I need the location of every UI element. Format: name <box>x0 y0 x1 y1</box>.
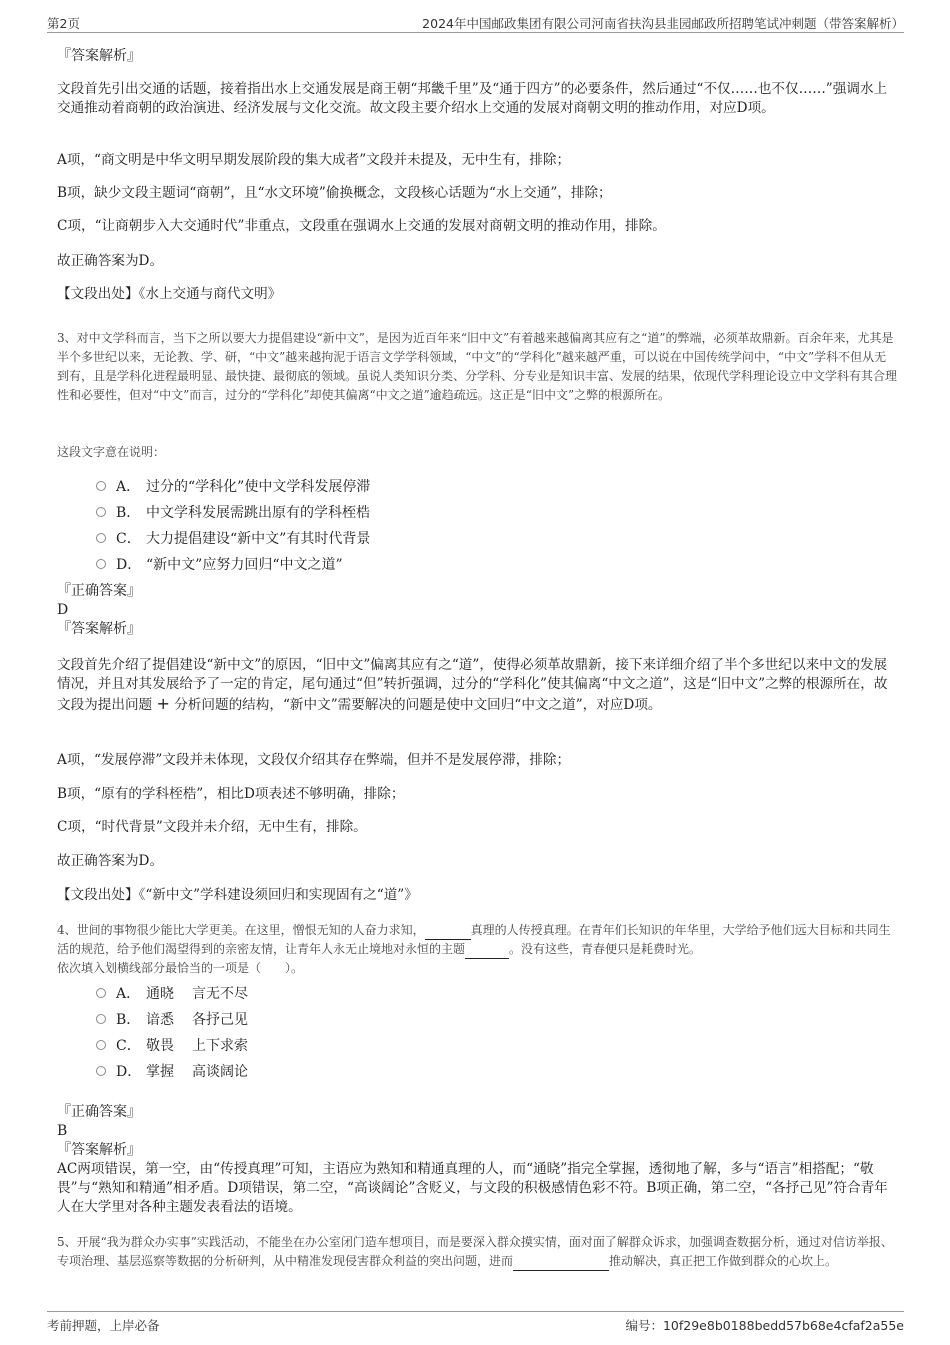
q3-option-c-analysis: C项，“时代背景”文段并未介绍，无中生有，排除。 <box>57 819 367 835</box>
q3-answer-label: 『正确答案』 <box>57 583 141 599</box>
radio-button-icon[interactable] <box>96 1014 106 1024</box>
q2-analysis-label-block <box>57 47 897 66</box>
q3-option-a[interactable]: A． 过分的“学科化”使中文学科发展停滞 <box>96 477 370 497</box>
q2-option-a-analysis: A项，“商文明是中华文明早期发展阶段的集大成者”文段并未提及，无中生有，排除； <box>57 152 571 168</box>
footer-slogan: 考前押题，上岸必备 <box>47 1318 160 1333</box>
radio-button-icon[interactable] <box>96 507 106 517</box>
q3-question-text: 3、对中文学科而言，当下之所以要大力提倡建设“新中文”，是因为近百年来“旧中文”有着越来越偏离其应有之“道”的弊端，必须革故鼎新。百余年来，尤其是半个多世纪以来，无论教、学、研，“中文”越来越拘泥于语言文学学科领域，“中文”的“学科化”越来越严重，可以说在中国传统学问中，“中文”学科不但从无到有，且是学科化进程最明显、最快捷、最彻底的领域。虽说人类知识分类、分学科、分专业是知识丰富、发展的结果，依现代学科理论设立中文学科有其合理性和必要性，但对“中文”而言，过分的“学科化”却使其偏离“中文之道”逾趋疏远。这正是“旧中文”之弊的根源所在。 <box>57 331 898 402</box>
q3-option-b-analysis: B项，“原有的学科桎梏”，相比D项表述不够明确，排除； <box>57 786 405 802</box>
q4-analysis: AC两项错误，第一空，由“传授真理”可知，主语应为熟知和精通真理的人，而“通晓”指完全掌握，透彻地了解，多与“语言”相搭配；“敬畏”与“熟知和精通”相矛盾。D项错误，第二空，“高谈阔论”含贬义，与文段的积极感情色彩不符。B项正确，第二空，“各抒己见”符合青年人在大学里对各种主题发表看法的语境。 <box>57 1161 888 1215</box>
q4-answer-label: 『正确答案』 <box>57 1104 141 1120</box>
q2-analysis-paragraph: 文段首先引出交通的话题，接着指出水上交通发展是商王朝“邦畿千里”及“通于四方”的必要条件，然后通过“不仅……也不仅……”强调水上交通推动着商朝的政治演进、经济发展与文化交流。故文段主要介绍水上交通的发展对商朝文明的推动作用，对应D项。 <box>57 81 888 116</box>
q4-option-d[interactable]: D． 掌握 高谈阔论 <box>96 1062 248 1082</box>
q3-option-a-analysis: A项，“发展停滞”文段并未体现，文段仅介绍其存在弊端，但并不是发展停滞，排除； <box>57 752 571 768</box>
fill-blank-2 <box>465 958 509 959</box>
q3-answer-block <box>57 582 897 639</box>
q3-option-c[interactable]: C． 大力提倡建设“新中文”有其时代背景 <box>96 529 370 549</box>
option-text: “新中文”应努力回归“中文之道” <box>146 557 343 573</box>
option-text: 过分的“学科化”使中文学科发展停滞 <box>146 479 371 495</box>
document-title: 2024年中国邮政集团有限公司河南省扶沟县韭园邮政所招聘笔试冲刺题（带答案解析） <box>422 16 904 31</box>
radio-button-icon[interactable] <box>96 533 106 543</box>
option-text: 中文学科发展需跳出原有的学科桎梏 <box>146 505 370 521</box>
q4-option-b[interactable]: B． 谙悉 各抒己见 <box>96 1010 248 1030</box>
page-header <box>47 12 904 33</box>
q3-source: 【文段出处】《“新中文”学科建设须回归和实现固有之“道”》 <box>57 887 418 903</box>
q3-prompt: 这段文字意在说明： <box>57 445 166 459</box>
q2-conclusion: 故正确答案为D。 <box>57 253 164 269</box>
page-footer <box>47 1311 904 1336</box>
q4-prompt: 依次填入划横线部分最恰当的一项是（ ）。 <box>57 961 304 975</box>
q3-conclusion: 故正确答案为D。 <box>57 853 164 869</box>
q2-source: 【文段出处】《水上交通与商代文明》 <box>57 286 282 302</box>
q5-question-text: 5、开展“我为群众办实事”实践活动，不能坐在办公室闭门造车想项目，而是要深入群众摸实情，面对面了解群众诉求，加强调查数据分析，通过对信访举报、专项治理、基层巡察等数据的分析研判，从中精准发现侵害群众利益的突出问题，进而 推动解决，真正把工作做到群众的心坎上。 <box>57 1233 897 1271</box>
q2-option-b-analysis: B项，缺少文段主题词“商朝”，且“水文环境”偷换概念，文段核心话题为“水上交通”，排除； <box>57 185 612 201</box>
plus-symbol: + <box>156 694 170 713</box>
radio-button-icon[interactable] <box>96 481 106 491</box>
q4-analysis-label: 『答案解析』 <box>57 1142 141 1158</box>
q3-option-d[interactable]: D． “新中文”应努力回归“中文之道” <box>96 555 343 575</box>
option-text: 大力提倡建设“新中文”有其时代背景 <box>146 531 371 547</box>
q4-answer: B <box>57 1123 68 1139</box>
radio-button-icon[interactable] <box>96 1040 106 1050</box>
q3-answer: D <box>57 602 69 618</box>
q2-analysis-label: 『答案解析』 <box>57 48 141 64</box>
q3-option-b[interactable]: B． 中文学科发展需跳出原有的学科桎梏 <box>96 503 370 523</box>
q4-option-a[interactable]: A． 通晓 言无不尽 <box>96 984 248 1004</box>
radio-button-icon[interactable] <box>96 559 106 569</box>
q2-option-c-analysis: C项，“让商朝步入大交通时代”非重点，文段重在强调水上交通的发展对商朝文明的推动作用，排除。 <box>57 218 666 234</box>
q4-answer-block <box>57 1103 897 1217</box>
q4-option-c[interactable]: C． 敬畏 上下求索 <box>96 1036 248 1056</box>
q3-analysis-paragraph: 文段首先介绍了提倡建设“新中文”的原因，“旧中文”偏离其应有之“道”，使得必须革故鼎新，接下来详细介绍了半个多世纪以来中文的发展情况，并且对其发展给予了一定的肯定，尾句通过“但”转折强调，过分的“学科化”使其偏离“中文之道”，这是“旧中文”之弊的根源所在，故文段为提出问题 + 分析问题的结构，“新中文”需要解决的问题是使中文回归“中文之道”，对应D项。 <box>57 657 888 713</box>
page-number: 第2页 <box>47 16 80 31</box>
fill-blank <box>513 1270 609 1271</box>
q4-question-text: 4、世间的事物很少能比大学更美。在这里，憎恨无知的人奋力求知， 真理的人传授真理。在青年们长知识的年华里，大学给予他们远大目标和共同生活的规范，给予他们渴望得到的亲密友情，让青年人永无止境地对永恒的主题 。没有这些，青春便只是耗费时光。 依次填入划横线部分最恰当的一项是（ ）。 <box>57 921 897 978</box>
q3-analysis-label: 『答案解析』 <box>57 621 141 637</box>
radio-button-icon[interactable] <box>96 988 106 998</box>
radio-button-icon[interactable] <box>96 1066 106 1076</box>
fill-blank-1 <box>425 939 471 940</box>
document-code: 编号：10f29e8b0188bedd57b68e4cfaf2a55e <box>625 1318 904 1333</box>
